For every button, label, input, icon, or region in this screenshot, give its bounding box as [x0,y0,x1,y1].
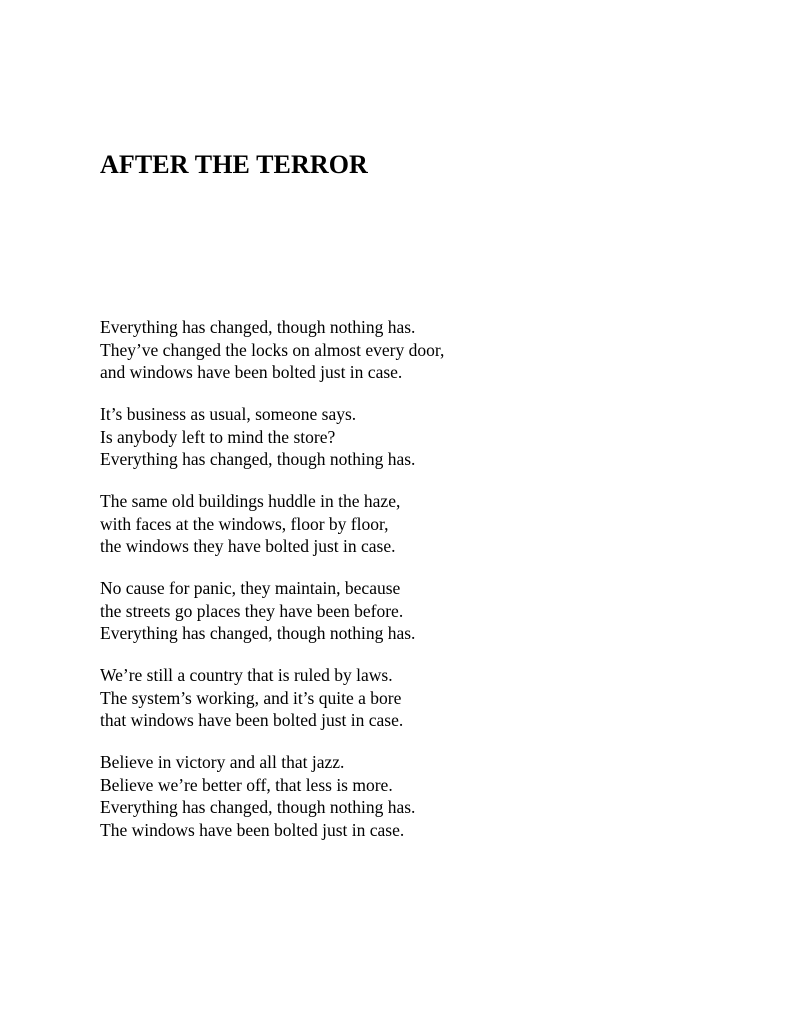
poem-body [100,316,740,861]
poem-line: that windows have been bolted just in case. [100,710,404,730]
stanza-4 [100,577,740,645]
poem-line: No cause for panic, they maintain, because [100,578,401,598]
poem-line: the streets go places they have been before. [100,600,404,621]
stanza-3 [100,490,740,558]
poem-line: Everything has changed, though nothing has. [100,623,416,643]
poem-title: AFTER THE TERROR [100,150,368,179]
poem-line: and windows have been bolted just in case. [100,362,403,382]
poem-line: Believe we’re better off, that less is more. [100,774,393,795]
stanza-6 [100,751,740,841]
poem-line: Everything has changed, though nothing has. [100,797,416,817]
poem-line: with faces at the windows, floor by floor, [100,513,389,534]
stanza-1 [100,316,740,384]
poem-line: The system’s working, and it’s quite a bore [100,687,402,708]
poem-line: The windows have been bolted just in case. [100,819,405,840]
poem-line: We’re still a country that is ruled by laws. [100,665,393,685]
poem-line: They’ve changed the locks on almost every door, [100,339,445,360]
poem-line: Everything has changed, though nothing has. [100,317,416,337]
poem-line: Believe in victory and all that jazz. [100,752,345,772]
poem-line: It’s business as usual, someone says. [100,404,357,424]
stanza-5 [100,664,740,732]
poem-line: the windows they have bolted just in case. [100,536,396,556]
poem-line: Everything has changed, though nothing has. [100,449,416,469]
stanza-2 [100,403,740,471]
poem-line: The same old buildings huddle in the haze, [100,491,401,511]
poem-line: Is anybody left to mind the store? [100,426,336,447]
